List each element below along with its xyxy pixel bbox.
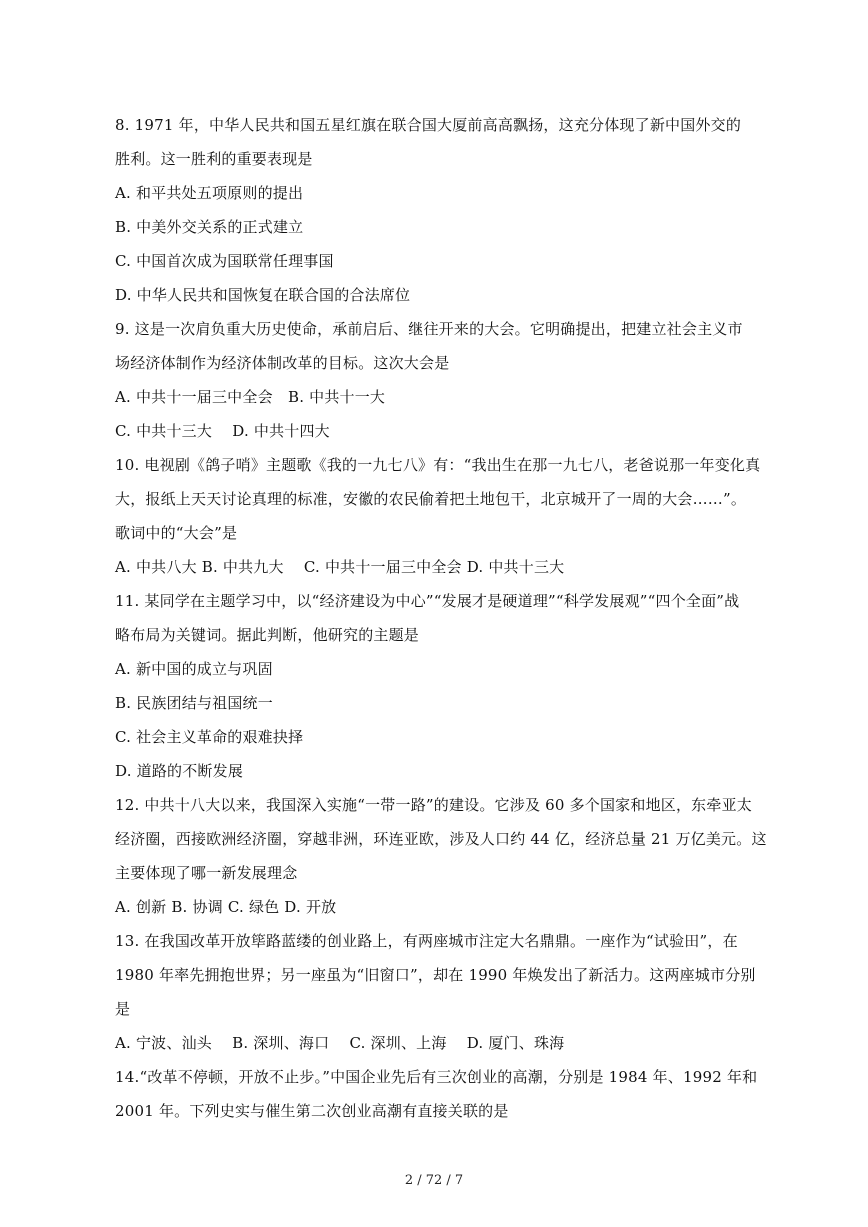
text-line: A. 中共十一届三中全会 B. 中共十一大 — [115, 388, 386, 406]
text-line: B. 民族团结与祖国统一 — [115, 694, 273, 712]
text-line: 歌词中的“大会”是 — [115, 524, 238, 542]
text-line: 胜利。这一胜利的重要表现是 — [115, 150, 313, 168]
text-line: A. 宁波、汕头 B. 深圳、海口 C. 深圳、上海 D. 厦门、珠海 — [115, 1034, 565, 1052]
text-line: 14.“改革不停顿，开放不止步。”中国企业先后有三次创业的高潮，分别是 1984 年、1992 年和 — [115, 1068, 758, 1086]
text-line: 主要体现了哪一新发展理念 — [115, 864, 298, 882]
text-line: D. 中华人民共和国恢复在联合国的合法席位 — [115, 286, 411, 304]
text-line: 场经济体制作为经济体制改革的目标。这次大会是 — [115, 354, 450, 372]
question-text-block — [115, 108, 765, 1128]
text-line: 8. 1971 年，中华人民共和国五星红旗在联合国大厦前高高飘扬，这充分体现了新中国外交的 — [115, 116, 742, 134]
text-line: 是 — [115, 1000, 131, 1018]
page-number: 2 / 72 / 7 — [404, 1173, 464, 1188]
text-line: A. 中共八大 B. 中共九大 C. 中共十一届三中全会 D. 中共十三大 — [115, 558, 565, 576]
text-line: 略布局为关键词。据此判断，他研究的主题是 — [115, 626, 420, 644]
text-line: 11. 某同学在主题学习中，以“经济建设为中心”“发展才是硬道理”“科学发展观”“四个全面”战 — [115, 592, 740, 610]
text-line: 10. 电视剧《鸽子哨》主题歌《我的一九七八》有：“我出生在那一九七八，老爸说那一年变化真 — [115, 456, 761, 474]
text-line: D. 道路的不断发展 — [115, 762, 244, 780]
text-line: A. 新中国的成立与巩固 — [115, 660, 273, 678]
text-line: A. 和平共处五项原则的提出 — [115, 184, 304, 202]
text-line: C. 中国首次成为国联常任理事国 — [115, 252, 334, 270]
text-line: 12. 中共十八大以来，我国深入实施“一带一路”的建设。它涉及 60 多个国家和地区，东牵亚太 — [115, 796, 752, 814]
text-line: 1980 年率先拥抱世界；另一座虽为“旧窗口”，却在 1990 年焕发出了新活力。这两座城市分别 — [115, 966, 756, 984]
text-line: C. 中共十三大 D. 中共十四大 — [115, 422, 330, 440]
text-line: 大，报纸上天天讨论真理的标准，安徽的农民偷着把土地包干，北京城开了一周的大会……”。 — [115, 490, 747, 508]
text-line: 2001 年。下列史实与催生第二次创业高潮有直接关联的是 — [115, 1102, 509, 1120]
text-line: 9. 这是一次肩负重大历史使命，承前启后、继往开来的大会。它明确提出，把建立社会主义市 — [115, 320, 743, 338]
text-line: 13. 在我国改革开放筚路蓝缕的创业路上，有两座城市注定大名鼎鼎。一座作为“试验田”，在 — [115, 932, 738, 950]
text-line: A. 创新 B. 协调 C. 绿色 D. 开放 — [115, 898, 337, 916]
text-line: B. 中美外交关系的正式建立 — [115, 218, 304, 236]
text-line: 经济圈，西接欧洲经济圈，穿越非洲，环连亚欧，涉及人口约 44 亿，经济总量 21 万亿美元。这 — [115, 830, 767, 848]
text-line: C. 社会主义革命的艰难抉择 — [115, 728, 304, 746]
